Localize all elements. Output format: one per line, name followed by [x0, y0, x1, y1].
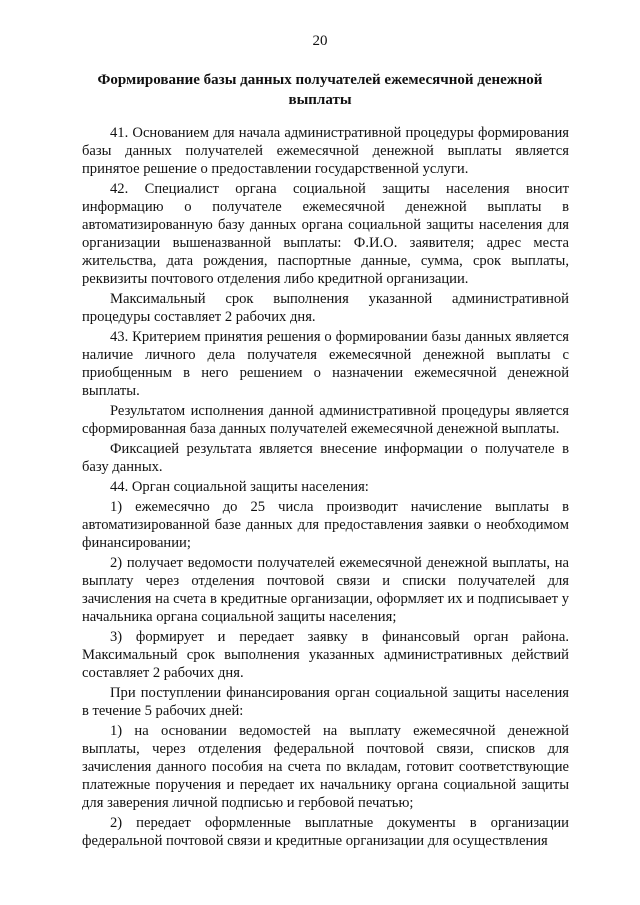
paragraph-43-result: Результатом исполнения данной административной процедуры является сформированная база данных получателей ежемесячной денежной выплаты. — [82, 403, 569, 437]
section-heading: Формирование базы данных получателей ежемесячной денежной выплаты — [97, 72, 543, 108]
paragraph-43: 43. Критерием принятия решения о формировании базы данных является наличие личного дела получателя ежемесячной денежной выплаты с приобщенным в него решением о назначении ежемесячной денежной выплаты. — [82, 329, 569, 399]
paragraph-44-item-2: 2) получает ведомости получателей ежемесячной денежной выплаты, на выплату через отделения почтовой связи и списки получателей для зачисления на счета в кредитные организации, оформляет их и подписывает у начальника органа социальной защиты населения; — [82, 555, 569, 625]
paragraph-43-fixation: Фиксацией результата является внесение информации о получателе в базу данных. — [82, 441, 569, 475]
paragraph-44: 44. Орган социальной защиты населения: — [110, 479, 369, 495]
page-number: 20 — [312, 33, 328, 49]
paragraph-41: 41. Основанием для начала административной процедуры формирования базы данных получателей ежемесячной денежной выплаты является принятое решение о предоставлении государственной услуги. — [82, 125, 569, 177]
paragraph-42: 42. Специалист органа социальной защиты населения вносит информацию о получателе ежемесячной денежной выплаты в автоматизированную базу данных органа социальной защиты населения для организации вышеназванной выплаты: Ф.И.О. заявителя; адрес места жительства, дата рождения, паспортные данные, сумма, срок выплаты, реквизиты почтового отделения либо кредитной организации. — [82, 181, 569, 287]
paragraph-42-deadline: Максимальный срок выполнения указанной административной процедуры составляет 2 рабочих дня. — [82, 291, 569, 325]
paragraph-financing-intro: При поступлении финансирования орган социальной защиты населения в течение 5 рабочих дней: — [82, 685, 569, 719]
paragraph-financing-item-1: 1) на основании ведомостей на выплату ежемесячной денежной выплаты, через отделения федеральной почтовой связи, списков для зачисления данного пособия на счета по вкладам, готовит соответствующие платежные поручения и передает их начальнику органа социальной защиты для заверения личной подписью и гербовой печатью; — [82, 723, 569, 811]
document-body — [82, 124, 569, 852]
paragraph-44-item-3: 3) формирует и передает заявку в финансовый орган района. Максимальный срок выполнения указанных административных действий составляет 2 рабочих дня. — [82, 629, 569, 681]
paragraph-financing-item-2: 2) передает оформленные выплатные документы в организации федеральной почтовой связи и кредитные организации для осуществления — [82, 815, 569, 849]
paragraph-44-item-1: 1) ежемесячно до 25 числа производит начисление выплаты в автоматизированной базе данных для предоставления заявки о необходимом финансировании; — [82, 499, 569, 551]
